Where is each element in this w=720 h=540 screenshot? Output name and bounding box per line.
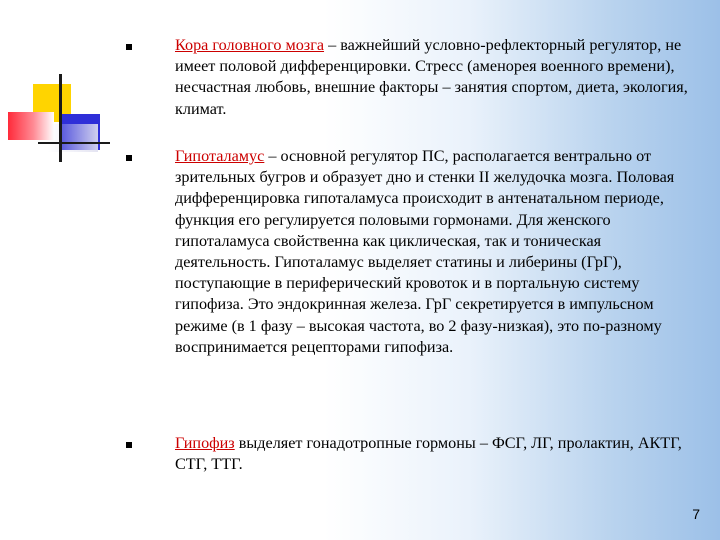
item-description: – важнейший условно-рефлекторный регулятор, не имеет половой дифференцировки. Стресс (аменорея военного времени), несчастная любовь, внешние факторы – занятия спортом, диета, экология, климат. xyxy=(175,36,688,118)
list-item-text xyxy=(175,433,700,475)
term-cortex: Кора головного мозга xyxy=(175,36,325,54)
item-description: – основной регулятор ПС, располагается вентрально от зрительных бугров и образует дно и стенки II желудочка мозга. Половая дифференцировка гипоталамуса происходит в антенатальном периоде, функция его регулируется половыми гормонами. Для женского гипоталамуса свойственна как циклическая, так и тоническая деятельность. Гипоталамус выделяет статины и либерины (ГрГ), поступающие в периферический кровоток и в портальную систему гипофиза. Это эндокринная железа. ГрГ секретируется в импульсном режиме (в 1 фазу – высокая частота, во 2 фазу-низкая), это по-разному воспринимается рецепторами гипофиза. xyxy=(175,147,675,356)
list-item-text xyxy=(175,35,700,120)
bullet-icon xyxy=(126,155,132,161)
list-item-text xyxy=(175,146,700,358)
term-pituitary: Гипофиз xyxy=(175,434,235,452)
term-hypothalamus: Гипоталамус xyxy=(175,147,265,165)
bullet-icon xyxy=(126,442,132,448)
page-number: 7 xyxy=(692,506,700,522)
item-description: выделяет гонадотропные гормоны – ФСГ, ЛГ, пролактин, АКТГ, СТГ, ТТГ. xyxy=(175,434,682,474)
bullet-icon xyxy=(126,44,132,50)
